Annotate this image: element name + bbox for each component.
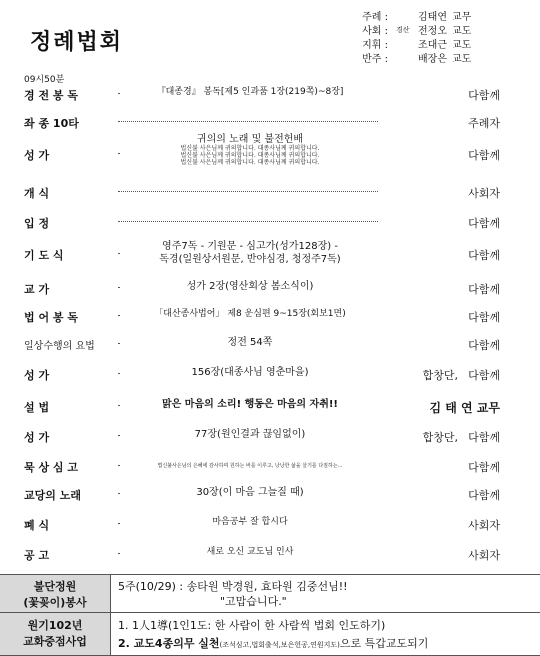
order-item-name: 교 가 bbox=[24, 283, 50, 296]
role-label: 주례 : bbox=[362, 12, 388, 23]
order-item-performer: 다함께 bbox=[468, 339, 500, 352]
role-label: 사회 : bbox=[362, 26, 388, 37]
order-row-temple-song bbox=[0, 480, 540, 508]
order-item-content bbox=[120, 134, 380, 166]
order-item-performer: 다함께 bbox=[468, 283, 500, 296]
prayer-line: 영주7독 - 기원문 - 심고가(성가128장) - bbox=[162, 241, 338, 252]
project-label-line: 교화중점사업 bbox=[23, 635, 87, 648]
order-item-performer: 다함께 bbox=[468, 489, 500, 502]
order-item-content: 『대종경』 봉독[제5 인과품 1장(219쪽)~8장] bbox=[120, 87, 380, 98]
project-item-2 bbox=[118, 635, 428, 651]
refuge-line: 법신불 사은님께 귀의합니다. 대종사님께 귀의합니다. bbox=[180, 152, 320, 159]
role-row bbox=[352, 22, 538, 36]
bongsa-label-line: 불단정원 bbox=[33, 580, 77, 593]
order-item-name: 경 전 봉 독 bbox=[24, 89, 78, 102]
order-row-prayer bbox=[0, 238, 540, 270]
role-prefix: 경산 bbox=[396, 26, 410, 34]
order-row-hymn-156 bbox=[0, 360, 540, 388]
order-item-performer: 다함께 bbox=[468, 217, 500, 230]
order-row-bell bbox=[0, 108, 540, 136]
order-item-name: 묵 상 심 고 bbox=[24, 461, 78, 474]
order-item-name: 좌 종 10타 bbox=[24, 117, 79, 130]
role-row bbox=[352, 50, 538, 64]
order-row-hymn-refuge bbox=[0, 134, 540, 174]
order-item-performer: 주례자 bbox=[468, 117, 500, 130]
order-item-choir: 합창단, bbox=[422, 369, 458, 382]
order-row-opening bbox=[0, 178, 540, 206]
order-item-name: 성 가 bbox=[24, 149, 50, 162]
order-item-performer: 다함께 bbox=[468, 89, 500, 102]
role-label: 반주 : bbox=[362, 54, 388, 65]
refuge-line: 법신불 사은님께 귀의합니다. 대종사님께 귀의합니다. bbox=[180, 145, 320, 152]
order-row-dharma-reading bbox=[0, 302, 540, 330]
order-item-choir: 합창단, bbox=[422, 431, 458, 444]
roles-block bbox=[352, 8, 538, 64]
dotted-leader bbox=[118, 121, 378, 122]
order-item-content: 성가 2장(영산회상 봄소식이) bbox=[120, 281, 380, 292]
order-item-content: 77장(원인결과 끊임없이) bbox=[120, 429, 380, 440]
order-item-performer: 다함께 bbox=[468, 249, 500, 262]
dotted-leader bbox=[118, 221, 378, 222]
order-item-name: 입 정 bbox=[24, 217, 50, 230]
prayer-line: 독경(일원상서원문, 반야심경, 청정주7독) bbox=[159, 254, 341, 265]
order-item-name: 개 식 bbox=[24, 187, 50, 200]
project-item-2-main: 2. 교도4종의무 실천 bbox=[118, 637, 220, 650]
bongsa-label bbox=[0, 575, 110, 613]
divider bbox=[110, 575, 111, 613]
order-item-content: 정전 54쪽 bbox=[120, 337, 380, 348]
order-item-performer: 다함께 bbox=[468, 461, 500, 474]
order-item-performer: 다함께 bbox=[468, 311, 500, 324]
role-position: 교도 bbox=[451, 54, 472, 65]
role-name: 김태연 bbox=[418, 12, 447, 23]
order-row-daily-practice bbox=[0, 330, 540, 358]
order-item-performer: 다함께 bbox=[468, 369, 500, 382]
project-item-2-tail: 으로 특갑교도되기 bbox=[339, 637, 429, 650]
project-item-1: 1. 1人1導(1인1도: 한 사람이 한 사람씩 법회 인도하기) bbox=[118, 619, 386, 632]
project-label bbox=[0, 613, 110, 655]
role-row bbox=[352, 8, 538, 22]
order-item-name: 교당의 노래 bbox=[24, 489, 81, 502]
order-item-content: 156장(대종사님 영춘마을) bbox=[120, 367, 380, 378]
bongsa-text: 5주(10/29) : 송타원 박경원, 효타원 김중선님!! bbox=[118, 580, 348, 593]
bongsa-label-line: (꽃꽂이)봉사 bbox=[23, 596, 87, 609]
order-row-scripture bbox=[0, 80, 540, 108]
role-position: 교도 bbox=[451, 26, 472, 37]
role-value bbox=[418, 8, 471, 23]
role-value bbox=[418, 50, 471, 65]
order-item-performer: 사회자 bbox=[468, 549, 500, 562]
role-value bbox=[418, 22, 471, 37]
order-item-name: 설 법 bbox=[24, 401, 50, 414]
order-item-name: 성 가 bbox=[24, 369, 50, 382]
project-label-line: 원기102년 bbox=[27, 619, 83, 632]
order-item-name: 기 도 식 bbox=[24, 249, 64, 262]
dotted-leader bbox=[118, 191, 378, 192]
order-item-performer: 다함께 bbox=[468, 149, 500, 162]
order-item-performer: 김 태 연 교무 bbox=[429, 401, 500, 415]
role-name: 조대근 bbox=[418, 40, 447, 51]
order-item-name: 공 고 bbox=[24, 549, 50, 562]
order-item-content bbox=[120, 240, 380, 266]
page-title: 정례법회 bbox=[30, 30, 124, 55]
role-name: 전정오 bbox=[418, 26, 447, 37]
role-label: 지휘 : bbox=[362, 40, 388, 51]
order-item-name: 일상수행의 요법 bbox=[24, 341, 95, 352]
order-item-content: 「대산종사법어」 제8 운심편 9~15장(회보1면) bbox=[120, 309, 380, 320]
order-item-content: 맑은 마음의 소리! 행동은 마음의 자취!! bbox=[120, 399, 380, 410]
order-item-performer: 사회자 bbox=[468, 187, 500, 200]
role-position: 교도 bbox=[451, 40, 472, 51]
time-note: 09시50분 bbox=[24, 75, 65, 85]
order-row-meditation bbox=[0, 208, 540, 236]
order-item-name: 성 가 bbox=[24, 431, 50, 444]
divider bbox=[110, 613, 111, 655]
refuge-title: 귀의의 노래 및 불전헌배 bbox=[196, 134, 304, 145]
order-row-announcement bbox=[0, 540, 540, 568]
order-item-content: 새로 오신 교도님 인사 bbox=[120, 547, 380, 558]
refuge-line: 법신불 사은님께 귀의합니다. 대종사님께 귀의합니다. bbox=[180, 159, 320, 166]
order-item-performer: 사회자 bbox=[468, 519, 500, 532]
order-item-performer: 다함께 bbox=[468, 431, 500, 444]
order-row-hymn-77 bbox=[0, 422, 540, 450]
project-item-2-sub: (조석심고,법회출석,보은헌공,연원지도) bbox=[219, 641, 340, 649]
role-value bbox=[418, 36, 471, 51]
order-row-silent-prayer bbox=[0, 452, 540, 480]
role-position: 교무 bbox=[451, 12, 472, 23]
order-item-name: 폐 식 bbox=[24, 519, 50, 532]
order-row-anthem bbox=[0, 274, 540, 302]
order-item-content: 법신불사은님의 은혜에 감사하며 원하는 바를 이루고, 낭낭한 삶을 살기를 다짐하는... bbox=[120, 461, 380, 472]
bongsa-thanks: "고맙습니다." bbox=[220, 595, 287, 608]
order-item-content: 30장(이 마음 그늘질 때) bbox=[120, 487, 380, 498]
order-item-name: 법 어 봉 독 bbox=[24, 311, 78, 324]
bongsa-box bbox=[0, 574, 540, 613]
project-box bbox=[0, 612, 540, 656]
role-name: 배장은 bbox=[418, 54, 447, 65]
order-item-content: 마음공부 잘 합시다 bbox=[120, 517, 380, 528]
order-row-sermon bbox=[0, 392, 540, 420]
role-row bbox=[352, 36, 538, 50]
order-row-closing bbox=[0, 510, 540, 538]
